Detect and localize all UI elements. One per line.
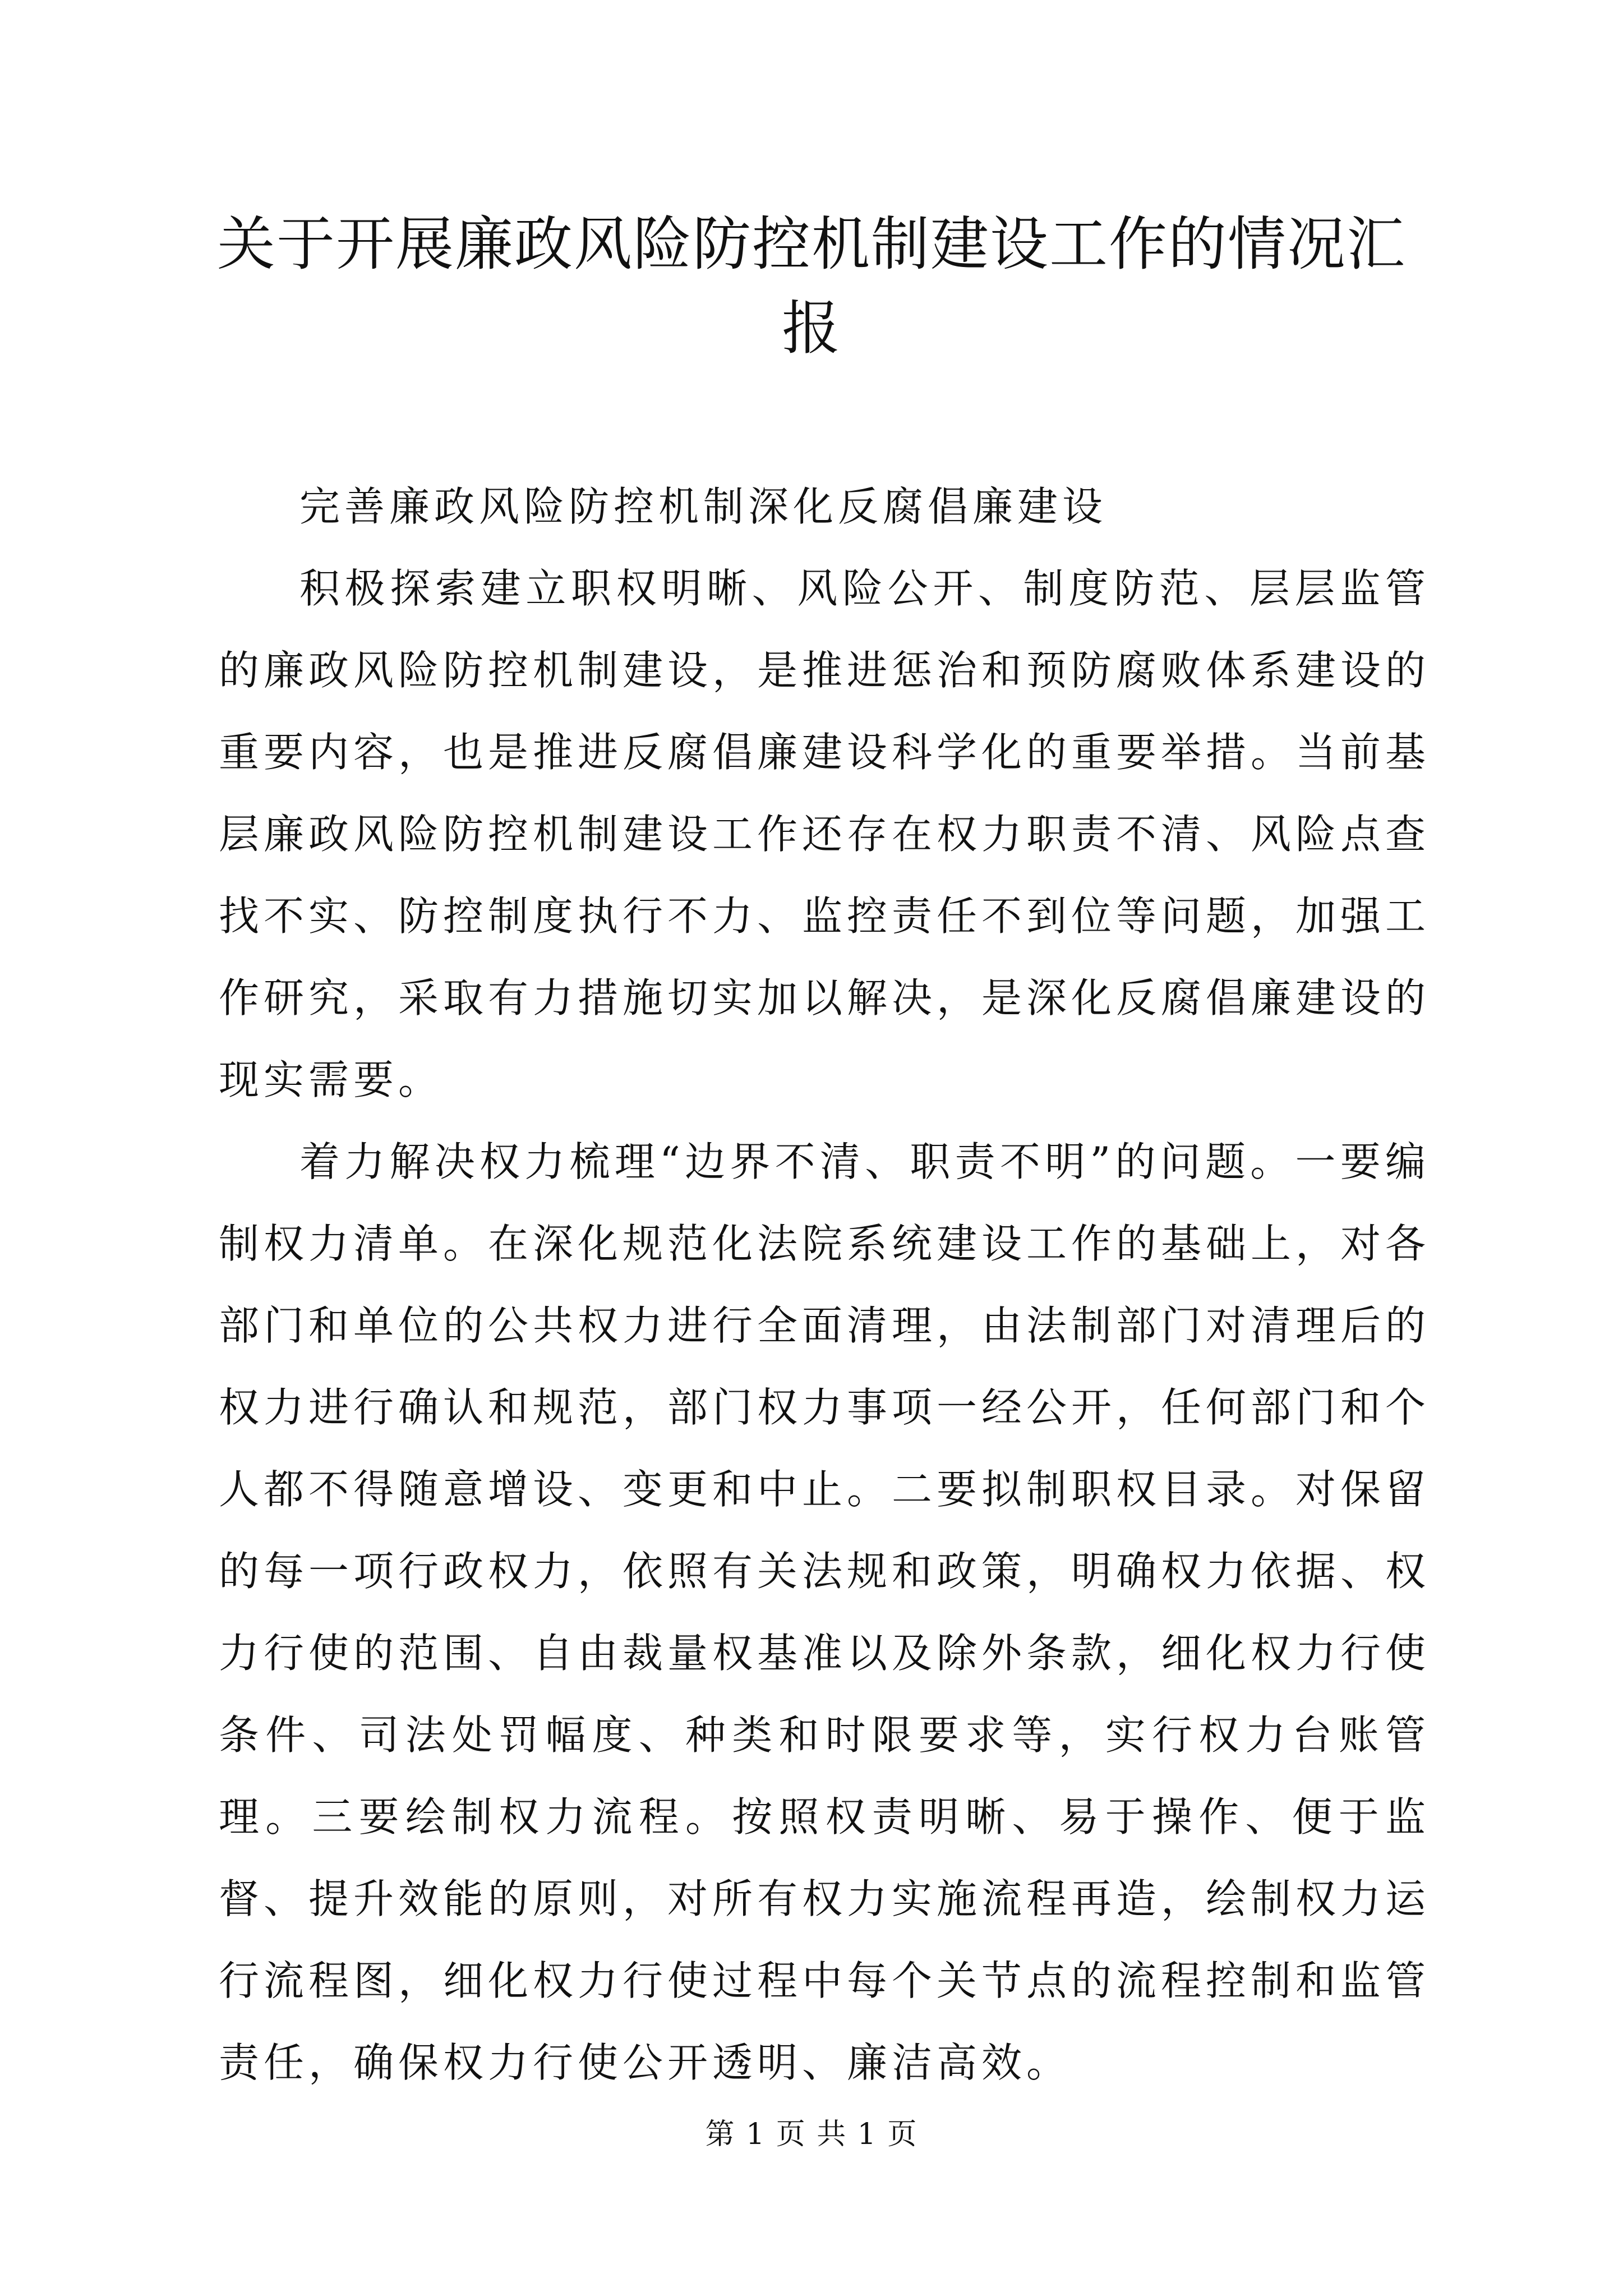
document-body xyxy=(219,466,1430,2104)
body-paragraph-2: 着力解决权力梳理“边界不清、职责不明”的问题。一要编制权力清单。在深化规范化法院系统建设工作的基础上，对各部门和单位的公共权力进行全面清理，由法制部门对清理后的权力进行确认和规范，部门权力事项一经公开，任何部门和个人都不得随意增设、变更和中止。二要拟制职权目录。对保留的每一项行政权力，依照有关法规和政策，明确权力依据、权力行使的范围、自由裁量权基准以及除外条款，细化权力行使条件、司法处罚幅度、种类和时限要求等，实行权力台账管理。三要绘制权力流程。按照权责明晰、易于操作、便于监督、提升效能的原则，对所有权力实施流程再造，绘制权力运行流程图，细化权力行使过程中每个关节点的流程控制和监管责任，确保权力行使公开透明、廉洁高效。 xyxy=(219,1138,1431,2086)
subtitle-paragraph: 完善廉政风险防控机制深化反腐倡廉建设 xyxy=(299,483,1108,530)
page-footer: 第 1 页 共 1 页 xyxy=(705,2118,918,2151)
body-paragraph-1: 积极探索建立职权明晰、风险公开、制度防范、层层监管的廉政风险防控机制建设，是推进惩治和预防腐败体系建设的重要内容，也是推进反腐倡廉建设科学化的重要举措。当前基层廉政风险防控机制建设工作还存在权力职责不清、风险点查找不实、防控制度执行不力、监控责任不到位等问题，加强工作研究，采取有力措施切实加以解决，是深化反腐倡廉建设的现实需要。 xyxy=(219,565,1431,1103)
document-title: 关于开展廉政风险防控机制建设工作的情况汇报 xyxy=(216,210,1406,362)
